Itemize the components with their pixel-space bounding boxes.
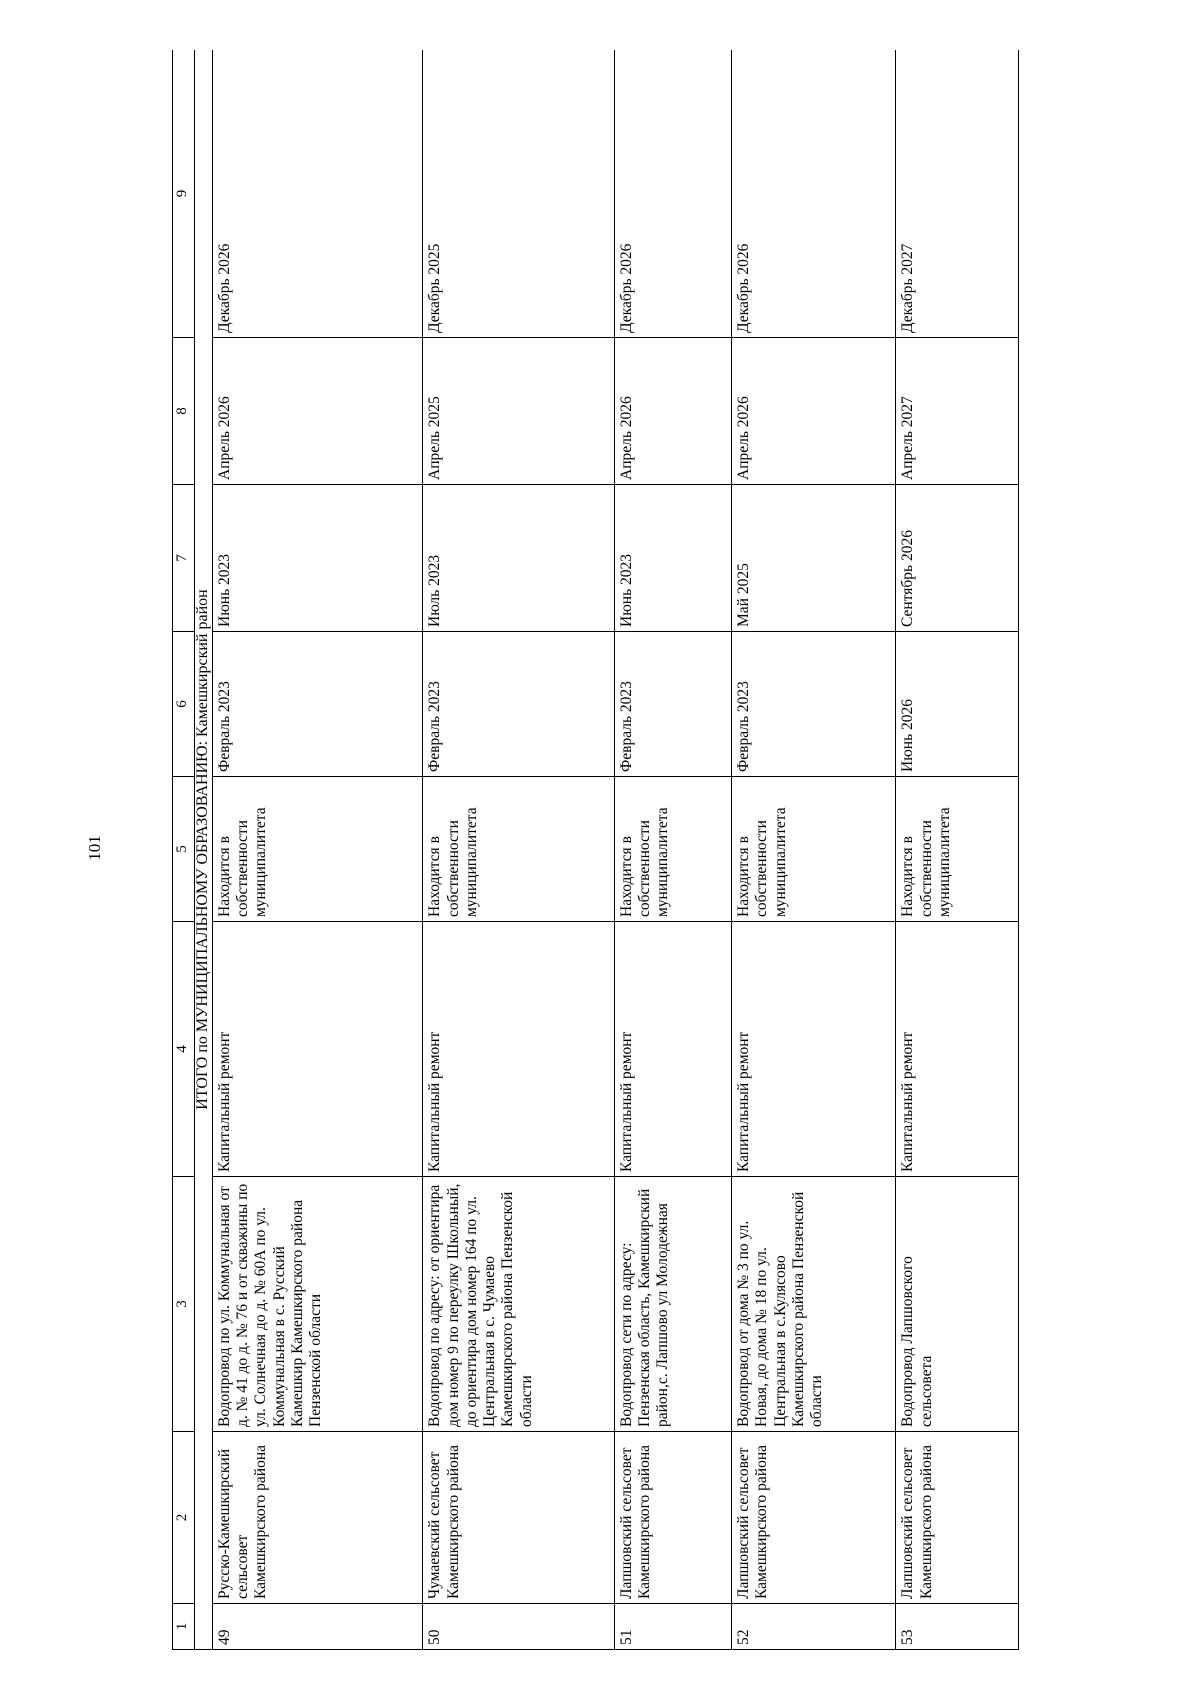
column-number: 8	[173, 338, 195, 485]
ownership-cell: Находится в собственности муниципалитета	[732, 777, 896, 922]
column-number: 6	[173, 632, 195, 777]
row-number: 52	[732, 1604, 896, 1650]
organization-cell: Лапшовский сельсовет Камешкирского района	[732, 1432, 896, 1604]
organization-cell: Чумаевский сельсовет Камешкирского района	[423, 1432, 615, 1604]
date-cell: Февраль 2023	[732, 632, 896, 777]
row-number: 53	[896, 1604, 1019, 1650]
work-type-cell: Капитальный ремонт	[212, 922, 422, 1177]
column-number: 3	[173, 1177, 195, 1432]
organization-cell: Русско-Камешкирский сельсовет Камешкирского района	[212, 1432, 422, 1604]
date-cell: Июль 2023	[423, 485, 615, 632]
object-cell: Водопровод по ул. Коммунальная от д. № 41 до д. № 76 и от скважины по ул. Солнечная до д. № 60А по ул. Коммунальная в с. Русский Камешкир Камешкирского района Пензенской области	[212, 1177, 422, 1432]
page-number: 101	[85, 835, 104, 861]
date-cell: Апрель 2026	[732, 338, 896, 485]
column-number: 9	[173, 50, 195, 338]
date-cell: Декабрь 2026	[732, 50, 896, 338]
date-cell: Апрель 2027	[896, 338, 1019, 485]
ownership-cell: Находится в собственности муниципалитета	[212, 777, 422, 922]
date-cell: Февраль 2023	[423, 632, 615, 777]
date-cell: Апрель 2025	[423, 338, 615, 485]
date-cell: Апрель 2026	[614, 338, 731, 485]
date-cell: Сентябрь 2026	[896, 485, 1019, 632]
group-title-row	[194, 50, 212, 1650]
row-number: 51	[614, 1604, 731, 1650]
column-number-row	[173, 50, 195, 1650]
object-cell: Водопровод от дома № 3 по ул. Новая, до дома № 18 по ул. Центральная в с.Кулясово Камешкирского района Пензенской области	[732, 1177, 896, 1432]
date-cell: Декабрь 2025	[423, 50, 615, 338]
date-cell: Июнь 2026	[896, 632, 1019, 777]
date-cell: Декабрь 2026	[614, 50, 731, 338]
date-cell: Декабрь 2027	[896, 50, 1019, 338]
rotated-table-container	[172, 50, 1019, 1650]
column-number: 4	[173, 922, 195, 1177]
ownership-cell: Находится в собственности муниципалитета	[423, 777, 615, 922]
row-number: 50	[423, 1604, 615, 1650]
column-number: 2	[173, 1432, 195, 1604]
table-row	[896, 50, 1019, 1650]
table-row	[423, 50, 615, 1650]
ownership-cell: Находится в собственности муниципалитета	[896, 777, 1019, 922]
organization-cell: Лапшовский сельсовет Камешкирского района	[614, 1432, 731, 1604]
column-number: 7	[173, 485, 195, 632]
date-cell: Февраль 2023	[212, 632, 422, 777]
date-cell: Февраль 2023	[614, 632, 731, 777]
organization-cell: Лапшовский сельсовет Камешкирского района	[896, 1432, 1019, 1604]
work-type-cell: Капитальный ремонт	[614, 922, 731, 1177]
column-number: 5	[173, 777, 195, 922]
date-cell: Май 2025	[732, 485, 896, 632]
row-number: 49	[212, 1604, 422, 1650]
date-cell: Апрель 2026	[212, 338, 422, 485]
object-cell: Водопровод сети по адресу: Пензенская область, Камешкирский район,с. Лапшово ул Молодежная	[614, 1177, 731, 1432]
work-type-cell: Капитальный ремонт	[896, 922, 1019, 1177]
table-row	[614, 50, 731, 1650]
date-cell: Июнь 2023	[614, 485, 731, 632]
table-row	[212, 50, 422, 1650]
date-cell: Декабрь 2026	[212, 50, 422, 338]
group-title: ИТОГО по МУНИЦИПАЛЬНОМУ ОБРАЗОВАНИЮ: Камешкирский район	[194, 50, 212, 1650]
work-type-cell: Капитальный ремонт	[732, 922, 896, 1177]
object-cell: Водопровод Лапшовского сельсовета	[896, 1177, 1019, 1432]
date-cell: Июнь 2023	[212, 485, 422, 632]
table-row	[732, 50, 896, 1650]
objects-table	[172, 50, 1019, 1650]
column-number: 1	[173, 1604, 195, 1650]
object-cell: Водопровод по адресу: от ориентира дом номер 9 по переулку Школьный, до ориентира дом номер 164 по ул. Центральная в с. Чумаево Камешкирского района Пензенской области	[423, 1177, 615, 1432]
ownership-cell: Находится в собственности муниципалитета	[614, 777, 731, 922]
work-type-cell: Капитальный ремонт	[423, 922, 615, 1177]
rotated-page-content	[172, 50, 1019, 1650]
